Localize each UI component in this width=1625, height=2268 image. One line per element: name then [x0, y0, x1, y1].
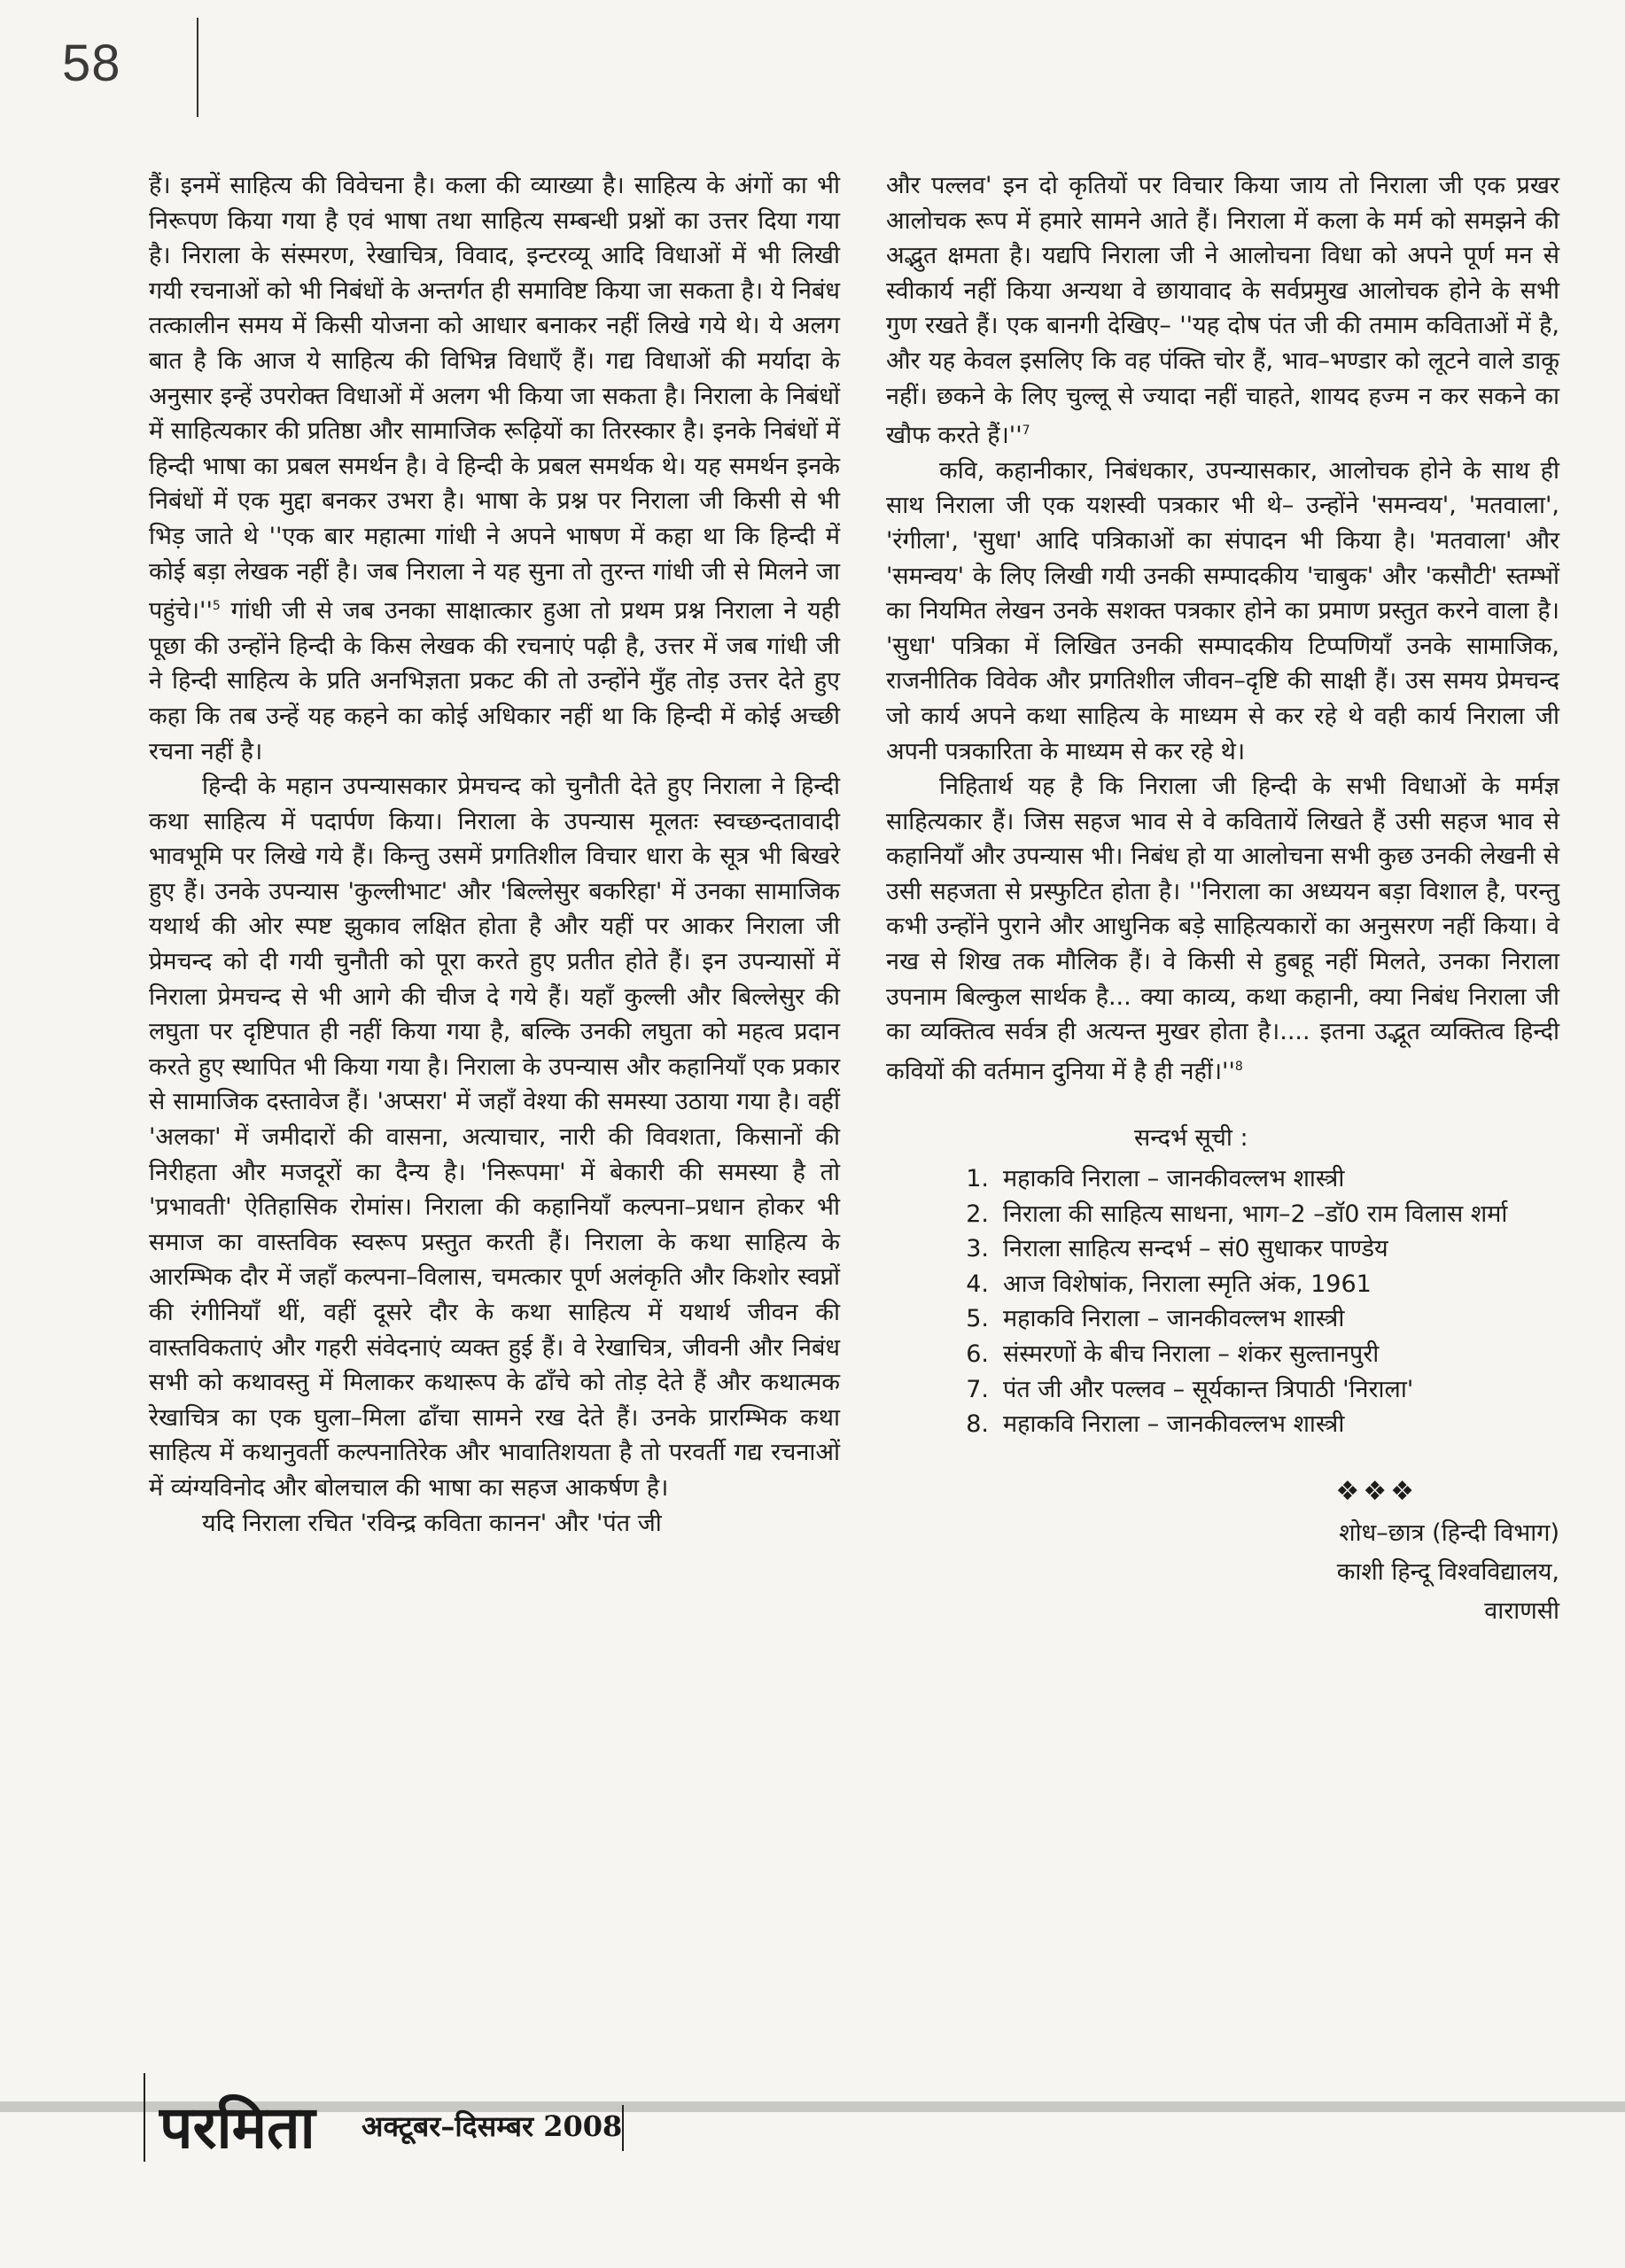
references-list [886, 1161, 1559, 1442]
right-column [886, 168, 1559, 1631]
footnote-ref: 8 [1234, 1059, 1243, 1074]
reference-text: निराला की साहित्य साधना, भाग–2 –डॉ0 राम विलास शर्मा [1003, 1200, 1508, 1228]
reference-item [886, 1161, 1559, 1197]
paragraph: हिन्दी के महान उपन्यासकार प्रेमचन्द को चुनौती देते हुए निराला ने हिन्दी कथा साहित्य में पदार्पण किया। निराला के उपन्यास मूलतः स्वच्छन्दतावादी भावभूमि पर लिखे गये हैं। किन्तु उसमें प्रगतिशील विचार धारा के सूत्र भी बिखरे हुए हैं। उनके उपन्यास 'कुल्लीभाट' और 'बिल्लेसुर बकरिहा' में उनका सामाजिक यथार्थ की ओर स्पष्ट झुकाव लक्षित होता है और यहीं पर आकर निराला जी प्रेमचन्द को दी गयी चुनौती को पूरा करते हुए प्रतीत होते हैं। इन उपन्यासों में निराला प्रेमचन्द से भी आगे की चीज दे गये हैं। यहाँ कुल्ली और बिल्लेसुर की लघुता पर दृष्टिपात ही नहीं किया गया है, बल्कि उनकी लघुता को महत्व प्रदान करते हुए स्थापित भी किया गया है। निराला के उपन्यास और कहानियाँ एक प्रकार से सामाजिक दस्तावेज हैं। 'अप्सरा' में जहाँ वेश्या की समस्या उठाया गया है। वहीं 'अलका' में जमीदारों की वासना, अत्याचार, नारी की विवशता, किसानों की निरीहता और मजदूरों का दैन्य है। 'निरूपमा' में बेकारी की समस्या है तो 'प्रभावती' ऐतिहासिक रोमांस। निराला की कहानियाँ कल्पना–प्रधान होकर भी समाज का वास्तविक स्वरूप प्रस्तुत करती हैं। निराला के कथा साहित्य के आरम्भिक दौर में जहाँ कल्पना–विलास, चमत्कार पूर्ण अलंकृति और किशोर स्वप्नों की रंगीनियाँ थीं, वहीं दूसरे दौर के कथा साहित्य में यथार्थ जीवन की वास्तविकताएं और गहरी संवेदनाएं व्यक्त हुई हैं। वे रेखाचित्र, जीवनी और निबंध सभी को कथावस्तु में मिलाकर कथारूप के ढाँचे को तोड़ देते हैं और कथात्मक रेखाचित्र का एक घुला–मिला ढाँचा सामने रख देते हैं। उनके प्रारम्भिक कथा साहित्य में कथानुवर्ती कल्पनातिरेक और भावातिशयता है तो परवर्ती गद्य रचनाओं में व्यंग्यविनोद और बोलचाल की भाषा का सहज आकर्षण है। [149, 773, 840, 1502]
paragraph [149, 168, 840, 769]
affiliation-line: वाराणसी [1484, 1597, 1559, 1626]
paragraph-text: और पल्लव' इन दो कृतियों पर विचार किया जाय तो निराला जी एक प्रखर आलोचक रूप में हमारे सामने आते हैं। निराला में कला के मर्म को समझने की अद्भुत क्षमता है। यद्यपि निराला जी ने आलोचना विधा को अपने पूर्ण मन से स्वीकार्य नहीं किया अन्यथा वे छायावाद के सर्वप्रमुख आलोचक होने के सभी गुण रखते हैं। एक बानगी देखिए– ''यह दोष पंत जी की तमाम कविताओं में है, और यह केवल इसलिए कि वह पंक्ति चोर हैं, भाव–भण्डार को लूटने वाले डाकू नहीं। छकने के लिए चुल्लू से ज्यादा नहीं चाहते, शायद हज्म न कर सकने का खौफ करते हैं।'' [886, 172, 1559, 450]
footer-rule [622, 2105, 624, 2151]
reference-item [886, 1301, 1559, 1337]
reference-number: 3. [966, 1235, 989, 1263]
paragraph: कवि, कहानीकार, निबंधकार, उपन्यासकार, आलोचक होने के साथ ही साथ निराला जी एक यशस्वी पत्रकार भी थे– उन्होंने 'समन्वय', 'मतवाला', 'रंगीला', 'सुधा' आदि पत्रिकाओं का संपादन भी किया है। 'मतवाला' और 'समन्वय' के लिए लिखी गयी उनकी सम्पादकीय 'चाबुक' और 'कसौटी' स्तम्भों का नियमित लेखन उनके सशक्त पत्रकार होने का प्रमाण प्रस्तुत करने वाला है। 'सुधा' पत्रिका में लिखित उनकी सम्पादकीय टिप्पणियाँ उनके सामाजिक, राजनीतिक विवेक और प्रगतिशील जीवन–दृष्टि की साक्षी हैं। उस समय प्रेमचन्द जो कार्य अपने कथा साहित्य के माध्यम से कर रहे थे वही कार्य निराला जी अपनी पत्रकारिता के माध्यम से कर रहे थे। [886, 456, 1559, 765]
reference-number: 6. [966, 1340, 989, 1368]
reference-number: 5. [966, 1305, 989, 1333]
reference-item [886, 1372, 1559, 1408]
reference-number: 4. [966, 1270, 989, 1298]
paragraph [886, 769, 1559, 1089]
reference-number: 7. [966, 1375, 989, 1403]
header-rule [197, 18, 198, 117]
references-section [886, 1121, 1559, 1441]
footnote-ref: 7 [1022, 423, 1030, 439]
left-column [149, 168, 840, 1541]
author-affiliation [886, 1514, 1559, 1631]
reference-text: संस्मरणों के बीच निराला – शंकर सुल्तानपुरी [1003, 1340, 1380, 1368]
references-title: सन्दर्भ सूची : [1134, 1124, 1248, 1153]
footer-rule [144, 2073, 145, 2162]
affiliation-line: शोध–छात्र (हिन्दी विभाग) [1339, 1519, 1559, 1548]
paragraph-text: निहितार्थ यह है कि निराला जी हिन्दी के सभी विधाओं के मर्मज्ञ साहित्यकार हैं। जिस सहज भाव से वे कवितायें लिखते हैं उसी सहज भाव से कहानियाँ और उपन्यास भी। निबंध हो या आलोचना सभी कुछ उनकी लेखनी से उसी सहजता से प्रस्फुटित होता है। ''निराला का अध्ययन बड़ा विशाल है, परन्तु कभी उन्होंने पुराने और आधुनिक बड़े साहित्यकारों का अनुसरण नहीं किया। वे नख से शिख तक मौलिक हैं। वे किसी से हुबहू नहीं मिलते, उनका निराला उपनाम बिल्कुल सार्थक है... क्या काव्य, कथा कहानी, क्या निबंध निराला जी का व्यक्तित्व सर्वत्र ही अत्यन्त मुखर होता है।.... इतना उद्भूत व्यक्तित्व हिन्दी कवियों की वर्तमान दुनिया में है ही नहीं।'' [886, 773, 1559, 1085]
reference-text: पंत जी और पल्लव – सूर्यकान्त त्रिपाठी 'निराला' [1003, 1375, 1414, 1403]
reference-number: 8. [966, 1410, 989, 1439]
reference-item [886, 1197, 1559, 1232]
reference-number: 1. [966, 1165, 989, 1193]
footnote-ref: 5 [212, 599, 221, 614]
reference-item [886, 1267, 1559, 1302]
reference-text: महाकवि निराला – जानकीवल्लभ शास्त्री [1003, 1410, 1345, 1439]
page-number: 58 [62, 35, 121, 92]
reference-text: आज विशेषांक, निराला स्मृति अंक, 1961 [1003, 1270, 1372, 1298]
paragraph-text: हैं। इनमें साहित्य की विवेचना है। कला की व्याख्या है। साहित्य के अंगों का भी निरूपण किया गया है एवं भाषा तथा साहित्य सम्बन्धी प्रश्नों का उत्तर दिया गया है। निराला के संस्मरण, रेखाचित्र, विवाद, इन्टरव्यू आदि विधाओं में भी लिखी गयी रचनाओं को भी निबंधों के अन्तर्गत ही समाविष्ट किया जा सकता है। ये निबंध तत्कालीन समय में किसी योजना को आधार बनाकर नहीं लिखे गये थे। ये अलग बात है कि आज ये साहित्य की विभिन्न विधाएँ हैं। गद्य विधाओं की मर्यादा के अनुसार इन्हें उपरोक्त विधाओं में अलग भी किया जा सकता है। निराला के निबंधों में साहित्यकार की प्रतिष्ठा और सामाजिक रूढ़ियों का तिरस्कार है। इनके निबंधों में हिन्दी भाषा का प्रबल समर्थन है। वे हिन्दी के प्रबल समर्थक थे। यह समर्थन इनके निबंधों में एक मुद्दा बनकर उभरा है। भाषा के प्रश्न पर निराला जी किसी से भी भिड़ जाते थे ''एक बार महात्मा गांधी ने अपने भाषण में कहा था कि हिन्दी में कोई बड़ा लेखक नहीं है। जब निराला ने यह सुना तो तुरन्त गांधी जी से मिलने जा पहुंचे।'' [149, 172, 840, 625]
paragraph-text: गांधी जी से जब उनका साक्षात्कार हुआ तो प्रथम प्रश्न निराला ने यही पूछा की उन्होंने हिन्दी के किस लेखक की रचनाएं पढ़ी है, उत्तर में जब गांधी जी ने हिन्दी साहित्य के प्रति अनभिज्ञता प्रकट की तो उन्होंने मुँह तोड़ उत्तर देते हुए कहा कि तब उन्हें यह कहने का कोई अधिकार नहीं था कि हिन्दी में कोई अच्छी रचना नहीं है। [149, 597, 840, 765]
magazine-logo: परमिता [159, 2093, 315, 2162]
reference-item [886, 1407, 1559, 1442]
reference-text: निराला साहित्य सन्दर्भ – सं0 सुधाकर पाण्डेय [1003, 1235, 1388, 1263]
issue-date: अक्टूबर–दिसम्बर 2008 [362, 2109, 623, 2143]
reference-text: महाकवि निराला – जानकीवल्लभ शास्त्री [1003, 1165, 1345, 1193]
reference-text: महाकवि निराला – जानकीवल्लभ शास्त्री [1003, 1305, 1345, 1333]
ornament-divider: ❖❖❖ [1335, 1475, 1418, 1507]
paragraph: यदि निराला रचित 'रविन्द्र कविता कानन' और 'पंत जी [202, 1509, 662, 1537]
paragraph [886, 168, 1559, 454]
reference-item [886, 1337, 1559, 1372]
affiliation-line: काशी हिन्दू विश्वविद्यालय, [1336, 1558, 1559, 1587]
reference-number: 2. [966, 1200, 989, 1228]
reference-item [886, 1231, 1559, 1267]
